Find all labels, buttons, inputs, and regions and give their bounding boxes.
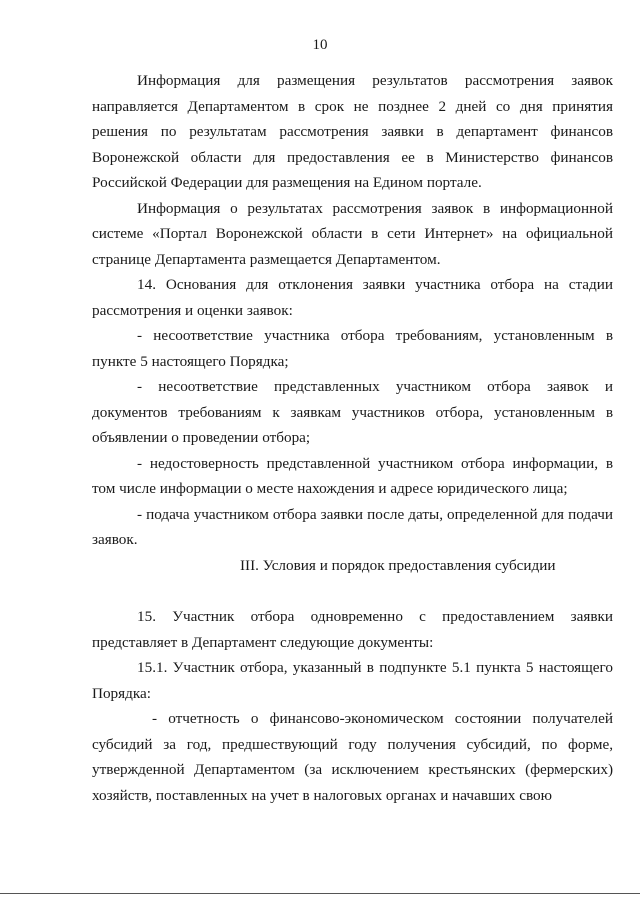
paragraph-info-portal: Информация о результатах рассмотрения заявок в информационной системе «Портал Воронежской области в сети Интернет» на официальной странице Департамента размещается Департаментом.: [92, 199, 613, 268]
section-spacer: [92, 578, 613, 604]
paragraph-item-15: 15. Участник отбора одновременно с предоставлением заявки представляет в Департамент следующие документы:: [92, 608, 613, 651]
paragraph-item-14-d: - подача участником отбора заявки после даты, определенной для подачи заявок.: [92, 505, 613, 548]
paragraph-item-14-c: - недостоверность представленной участником отбора информации, в том числе информации о месте нахождения и адресе юридического лица;: [92, 454, 613, 497]
section-heading: III. Условия и порядок предоставления субсидии: [240, 556, 556, 574]
document-body: [92, 68, 613, 808]
footer-rule: [0, 893, 640, 894]
paragraph-item-15-1: 15.1. Участник отбора, указанный в подпункте 5.1 пункта 5 настоящего Порядка:: [92, 659, 613, 702]
paragraph-info-submit: Информация для размещения результатов рассмотрения заявок направляется Департаментом в срок не позднее 2 дней со дня принятия решения по результатам рассмотрения заявки в департамент финансов Воронежской области для предоставления ее в Министерство финансов Российской Федерации для размещения на Едином портале.: [92, 72, 613, 191]
page-number: 10: [312, 37, 328, 53]
paragraph-item-14-b: - несоответствие представленных участником отбора заявок и документов требованиям к заявкам участников отбора, установленным в объявлении о проведении отбора;: [92, 378, 613, 446]
paragraph-item-14-a: - несоответствие участника отбора требованиям, установленным в пункте 5 настоящего Порядка;: [92, 327, 613, 370]
paragraph-item-15-1-a: - отчетность о финансово-экономическом состоянии получателей субсидий за год, предшествующий году получения субсидий, по форме, утвержденной Департаментом (за исключением крестьянских (фермерских) хозяйств, поставленных на учет в налоговых органах и начавших свою: [92, 710, 613, 804]
paragraph-item-14: 14. Основания для отклонения заявки участника отбора на стадии рассмотрения и оценки заявок:: [92, 276, 613, 319]
